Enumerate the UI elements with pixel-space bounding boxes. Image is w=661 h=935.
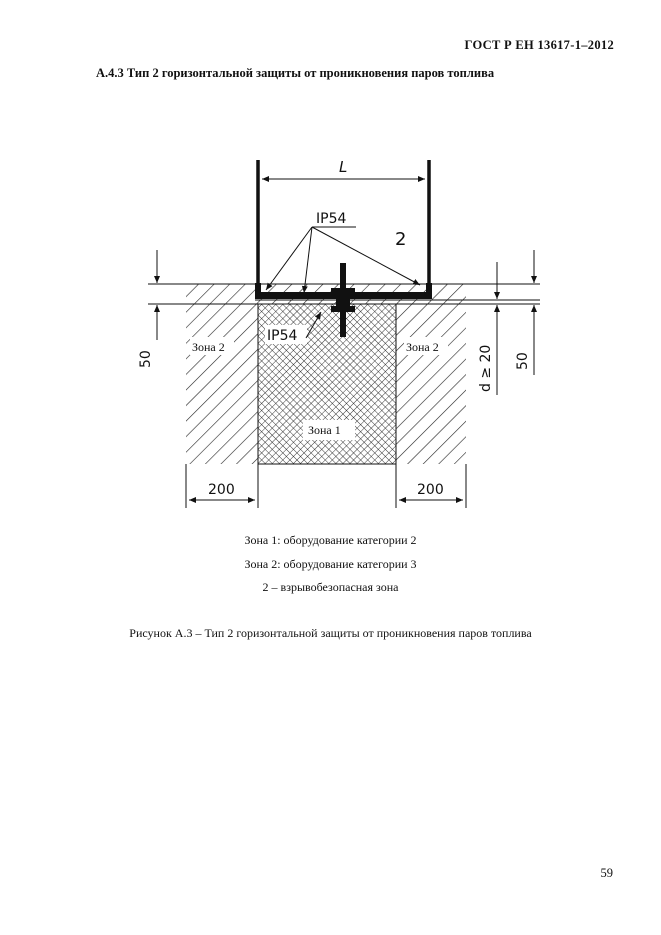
label-ip54-inner: IP54	[267, 328, 298, 344]
label-50-left: 50	[138, 350, 154, 368]
legend-safe-zone: 2 – взрывобезопасная зона	[262, 580, 399, 594]
document-code-header: ГОСТ Р ЕН 13617-1–2012	[464, 38, 614, 52]
label-200-left: 200	[208, 482, 235, 498]
label-d-min: d ≥ 20	[478, 344, 494, 392]
label-zone1: Зона 1	[308, 423, 341, 437]
label-zone2-left: Зона 2	[192, 340, 225, 354]
legend-zone1: Зона 1: оборудование категории 2	[244, 533, 417, 547]
figure-caption: Рисунок А.3 – Тип 2 горизонтальной защиты от проникновения паров топлива	[129, 626, 532, 640]
label-50-right: 50	[515, 352, 531, 370]
label-zone2-right: Зона 2	[406, 340, 439, 354]
label-200-right: 200	[417, 482, 444, 498]
label-L: L	[339, 158, 348, 176]
page-number: 59	[600, 866, 613, 880]
legend-zone2: Зона 2: оборудование категории 3	[244, 557, 417, 571]
section-title: А.4.3 Тип 2 горизонтальной защиты от проникновения паров топлива	[96, 66, 495, 80]
label-ip54-top: IP54	[316, 211, 347, 227]
label-safe-zone-2: 2	[395, 229, 407, 250]
